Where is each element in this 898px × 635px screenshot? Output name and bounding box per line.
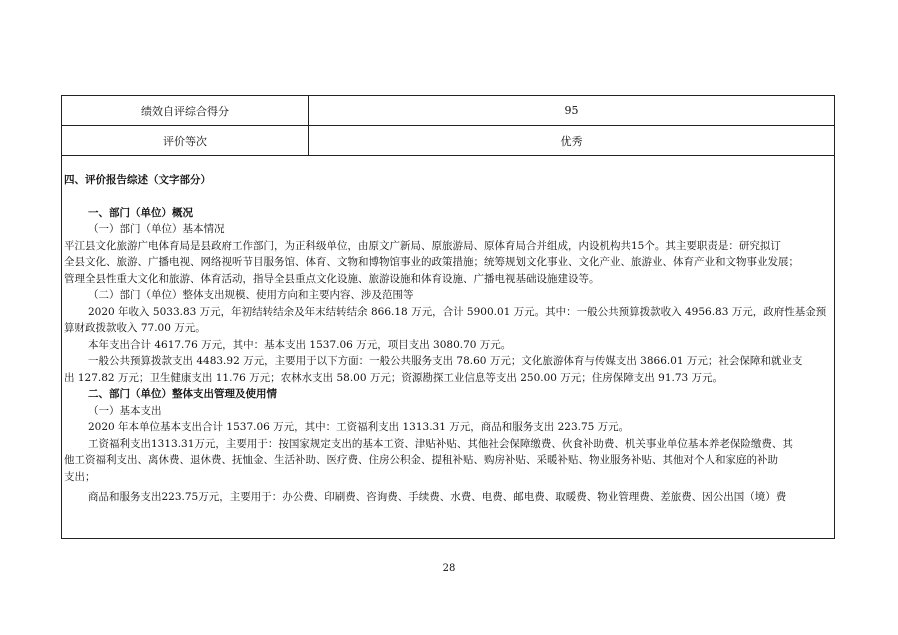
- s2-1-line2: 工资福利支出1313.31万元，主要用于：按国家规定支出的基本工资、津贴补贴、其他社会保障缴费、伙食补助费、机关事业单位基本养老保险缴费、其: [88, 437, 793, 450]
- s1-2-title: （二）部门（单位）整体支出规模、使用方向和主要内容、涉及范围等: [88, 289, 414, 301]
- s2-title: 二、部门（单位）整体支出管理及使用情: [88, 388, 277, 400]
- s1-2-line4: 一般公共预算拨款支出 4483.92 万元，主要用于以下方面：一般公共服务支出 78.60 万元；文化旅游体育与传媒支出 3866.01 万元；社会保障和就业支: [88, 355, 803, 367]
- s1-1-line2: 全县文化、旅游、广播电视、网络视听节目服务馆、体育、文物和博物馆事业的政策措施；统筹规划文化事业、文化产业、旅游业、体育产业和文物事业发展；: [64, 256, 799, 268]
- s1-2-line2: 算财政拨款收入 77.00 万元。: [64, 322, 206, 334]
- s1-1-title: （一）部门（单位）基本情况: [88, 223, 225, 235]
- section4-title: 四、评价报告综述（文字部分）: [64, 174, 211, 186]
- s2-1-line1: 2020 年本单位基本支出合计 1537.06 万元，其中：工资福利支出 1313.31 万元，商品和服务支出 223.75 万元。: [88, 421, 630, 433]
- score-label: 绩效自评综合得分: [62, 96, 309, 125]
- s2-1-line4: 支出；: [64, 470, 96, 483]
- grade-value: 优秀: [560, 134, 583, 148]
- s1-1-line3: 管理全县性重大文化和旅游、体育活动，指导全县重点文化设施、旅游设施和体育设施、广播电视基础设施建设等。: [64, 272, 600, 285]
- report-text: [64, 158, 832, 506]
- s2-1-line5: 商品和服务支出223.75万元，主要用于：办公费、印刷费、咨询费、手续费、水费、电费、邮电费、取暖费、物业管理费、差旅费、因公出国（境）费: [88, 491, 787, 503]
- page-number: 28: [442, 563, 456, 574]
- score-value: 95: [564, 104, 579, 117]
- s1-2-line3: 本年支出合计 4617.76 万元，其中：基本支出 1537.06 万元，项目支出 3080.70 万元。: [88, 338, 512, 351]
- grade-row: [62, 126, 834, 156]
- s2-1-line3: 他工资福利支出、离休费、退休费、抚恤金、生活补助、医疗费、住房公积金、提租补贴、购房补贴、采暖补贴、物业服务补贴、其他对个人和家庭的补助: [64, 454, 778, 466]
- s1-title: 一、部门（单位）概况: [88, 206, 193, 219]
- report-table: [61, 95, 835, 539]
- s1-2-line1: 2020 年收入 5033.83 万元，年初结转结余及年末结转结余 866.18 万元，合计 5900.01 万元。其中：一般公共预算拨款收入 4956.83 万元，政府性基金预: [88, 305, 827, 318]
- s1-2-line5: 出 127.82 万元；卫生健康支出 11.76 万元；农林水支出 58.00 万元；资源勘探工业信息等支出 250.00 万元；住房保障支出 91.73 万元。: [64, 371, 724, 384]
- s2-1-title: （一）基本支出: [88, 404, 162, 417]
- score-row: [62, 96, 834, 126]
- grade-label: 评价等次: [62, 126, 309, 155]
- s1-1-line1: 平江县文化旅游广电体育局是县政府工作部门，为正科级单位，由原文广新局、原旅游局、原体育局合并组成，内设机构共15个。其主要职责是：研究拟订: [64, 239, 781, 252]
